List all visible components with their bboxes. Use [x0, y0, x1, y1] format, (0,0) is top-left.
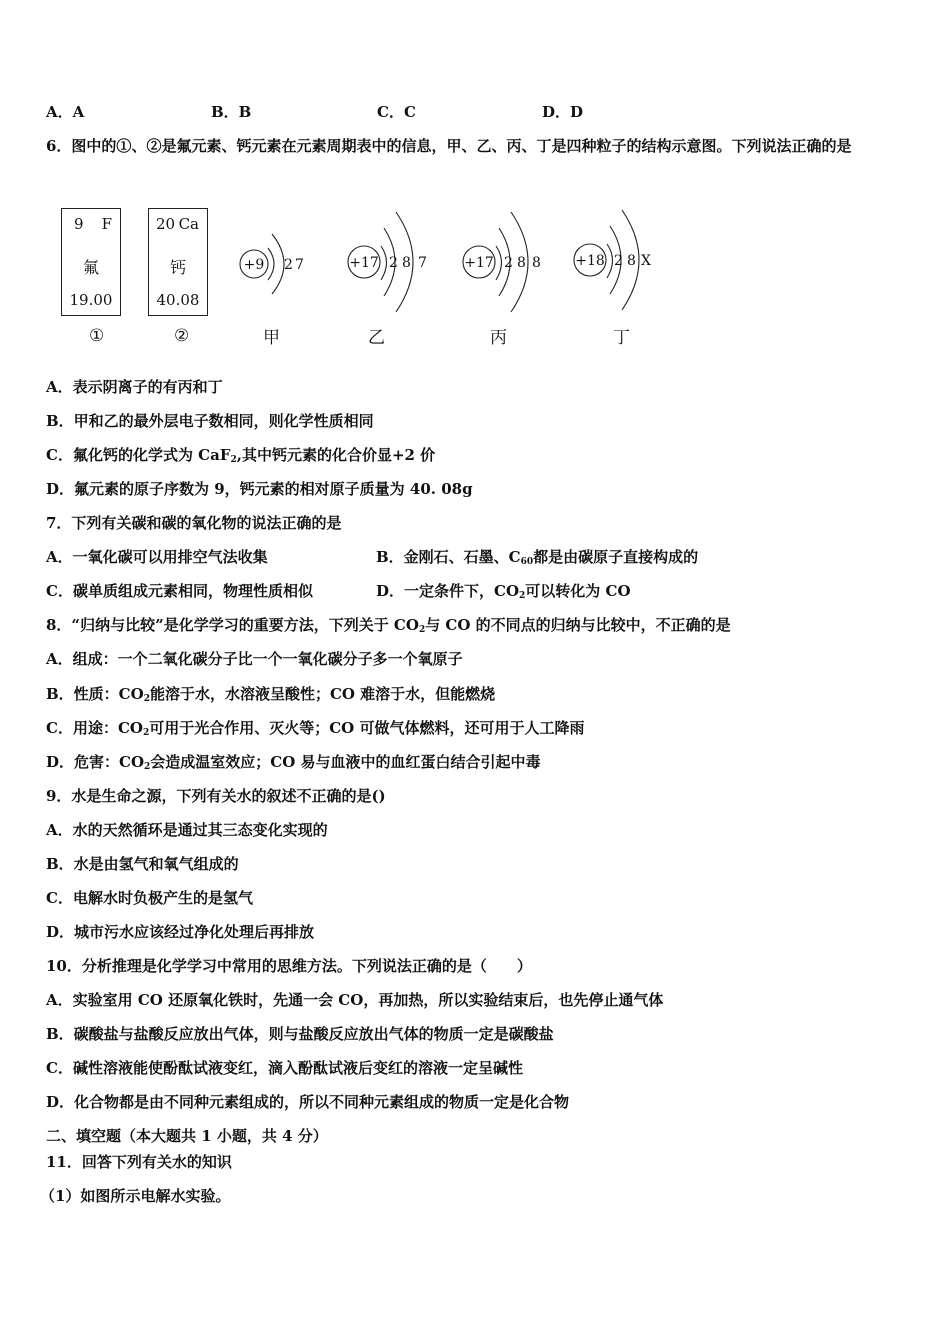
q9-option-a: A．水的天然循环是通过其三态变化实现的 — [46, 821, 328, 839]
atom-yi-shell-2: 8 — [402, 255, 411, 271]
q9-option-b: B．水是由氢气和氧气组成的 — [46, 855, 239, 873]
q7-option-c: C．碳单质组成元素相同，物理性质相似 — [46, 582, 313, 600]
element-symbol: Ca — [178, 215, 199, 233]
text: C．氟化钙的化学式为 CaF — [46, 446, 231, 464]
atom-ding-nucleus: +18 — [575, 253, 605, 269]
text: B．金刚石、石墨、C — [376, 548, 521, 566]
q7-stem: 7．下列有关碳和碳的氧化物的说法正确的是 — [46, 514, 342, 532]
option-a: A．A — [46, 103, 85, 121]
q6-option-b: B．甲和乙的最外层电子数相同，则化学性质相同 — [46, 412, 374, 430]
atom-jia-shell-1: 2 — [284, 257, 293, 273]
q9-option-c: C．电解水时负极产生的是氢气 — [46, 889, 253, 907]
previous-question-options — [46, 102, 646, 122]
option-b: B．B — [211, 103, 252, 121]
option-d: D．D — [542, 103, 584, 121]
element-symbol: F — [101, 215, 112, 233]
atom-jia-nucleus: +9 — [243, 257, 265, 273]
atom-jia-shell-2: 7 — [295, 257, 304, 273]
subscript: 60 — [520, 557, 534, 567]
q6-option-c — [46, 445, 435, 470]
subscript: 2 — [142, 728, 150, 738]
q11-sub1: （1）如图所示电解水实验。 — [40, 1187, 231, 1205]
subscript: 2 — [418, 625, 426, 635]
q8-option-d — [46, 752, 541, 777]
section-heading: 二、填空题（本大题共 1 小题，共 4 分） — [46, 1127, 328, 1145]
q8-stem — [46, 615, 731, 640]
atom-yi-shell-3: 7 — [418, 255, 427, 271]
element-name: 氟 — [82, 258, 99, 277]
atom-ding-shell-1: 2 — [614, 253, 623, 269]
text: 与 CO 的不同点的归纳与比较中，不正确的是 — [425, 616, 731, 634]
q8-option-a: A．组成：一个二氧化碳分子比一个一氧化碳分子多一个氧原子 — [46, 650, 463, 668]
q6-stem: 6．图中的①、②是氟元素、钙元素在元素周期表中的信息，甲、乙、丙、丁是四种粒子的结构示意图。下列说法正确的是 — [46, 137, 852, 155]
text: 8．“归纳与比较”是化学学习的重要方法，下列关于 CO — [46, 616, 419, 634]
atom-label-ding: 丁 — [613, 328, 630, 348]
atom-label-yi: 乙 — [368, 328, 385, 348]
atom-ding-shell-2: 8 — [627, 253, 636, 269]
text: 都是由碳原子直接构成的 — [533, 548, 699, 566]
q10-stem: 10．分析推理是化学学习中常用的思维方法。下列说法正确的是（ ） — [46, 957, 532, 975]
atom-bing-shell-3: 8 — [532, 255, 541, 271]
subscript: 2 — [143, 694, 150, 704]
q9-option-d: D．城市污水应该经过净化处理后再排放 — [46, 923, 315, 941]
element-name: 钙 — [169, 258, 186, 277]
text: 能溶于水，水溶液呈酸性；CO 难溶于水，但能燃烧 — [149, 685, 496, 703]
atom-bing-shell-2: 8 — [517, 255, 526, 271]
atom-label-jia: 甲 — [263, 328, 280, 348]
subscript: 2 — [144, 762, 151, 772]
text: D．危害：CO — [46, 753, 145, 771]
text: 会造成温室效应；CO 易与血液中的血红蛋白结合引起中毒 — [150, 753, 541, 771]
atom-bing-shell-1: 2 — [504, 255, 513, 271]
atom-bing-nucleus: +17 — [464, 255, 494, 271]
atom-yi-shell-1: 2 — [389, 255, 398, 271]
q10-option-a: A．实验室用 CO 还原氧化铁时，先通一会 CO，再加热，所以实验结束后，也先停止通气体 — [46, 991, 664, 1009]
q8-option-b — [46, 684, 495, 709]
atomic-number: 9 — [74, 215, 84, 233]
atom-ding-shell-3: X — [641, 253, 651, 269]
q6-option-a: A．表示阴离子的有丙和丁 — [46, 378, 223, 396]
text: D．一定条件下，CO — [376, 582, 520, 600]
q11-stem: 11．回答下列有关水的知识 — [46, 1153, 232, 1171]
text: ,其中钙元素的化合价显+2 价 — [236, 446, 436, 464]
atom-structure-diagrams — [0, 196, 950, 326]
card-label-1: ① — [89, 326, 105, 346]
subscript: 2 — [519, 591, 526, 601]
text: B．性质：CO — [46, 685, 144, 703]
q7-option-b — [376, 547, 698, 572]
q7-option-d — [376, 581, 631, 606]
text: C．用途：CO — [46, 719, 143, 737]
atom-yi-nucleus: +17 — [349, 255, 379, 271]
atomic-number: 20 — [156, 215, 176, 233]
atomic-mass: 40.08 — [156, 291, 200, 309]
card-label-2: ② — [174, 326, 190, 346]
subscript: 2 — [230, 455, 237, 465]
q6-option-d: D．氟元素的原子序数为 9，钙元素的相对原子质量为 40. 08g — [46, 480, 473, 498]
q7-option-a: A．一氧化碳可以用排空气法收集 — [46, 548, 268, 566]
q10-option-b: B．碳酸盐与盐酸反应放出气体，则与盐酸反应放出气体的物质一定是碳酸盐 — [46, 1025, 554, 1043]
q10-option-d: D．化合物都是由不同种元素组成的，所以不同种元素组成的物质一定是化合物 — [46, 1093, 570, 1111]
atomic-mass: 19.00 — [69, 291, 113, 309]
q9-stem: 9．水是生命之源，下列有关水的叙述不正确的是() — [46, 787, 386, 805]
atom-label-bing: 丙 — [490, 328, 507, 348]
text: 可以转化为 CO — [525, 582, 631, 600]
q10-option-c: C．碱性溶液能使酚酞试液变红，滴入酚酞试液后变红的溶液一定呈碱性 — [46, 1059, 523, 1077]
text: 可用于光合作用、灭火等；CO 可做气体燃料，还可用于人工降雨 — [149, 719, 585, 737]
option-c: C．C — [377, 103, 416, 121]
q8-option-c — [46, 718, 584, 743]
